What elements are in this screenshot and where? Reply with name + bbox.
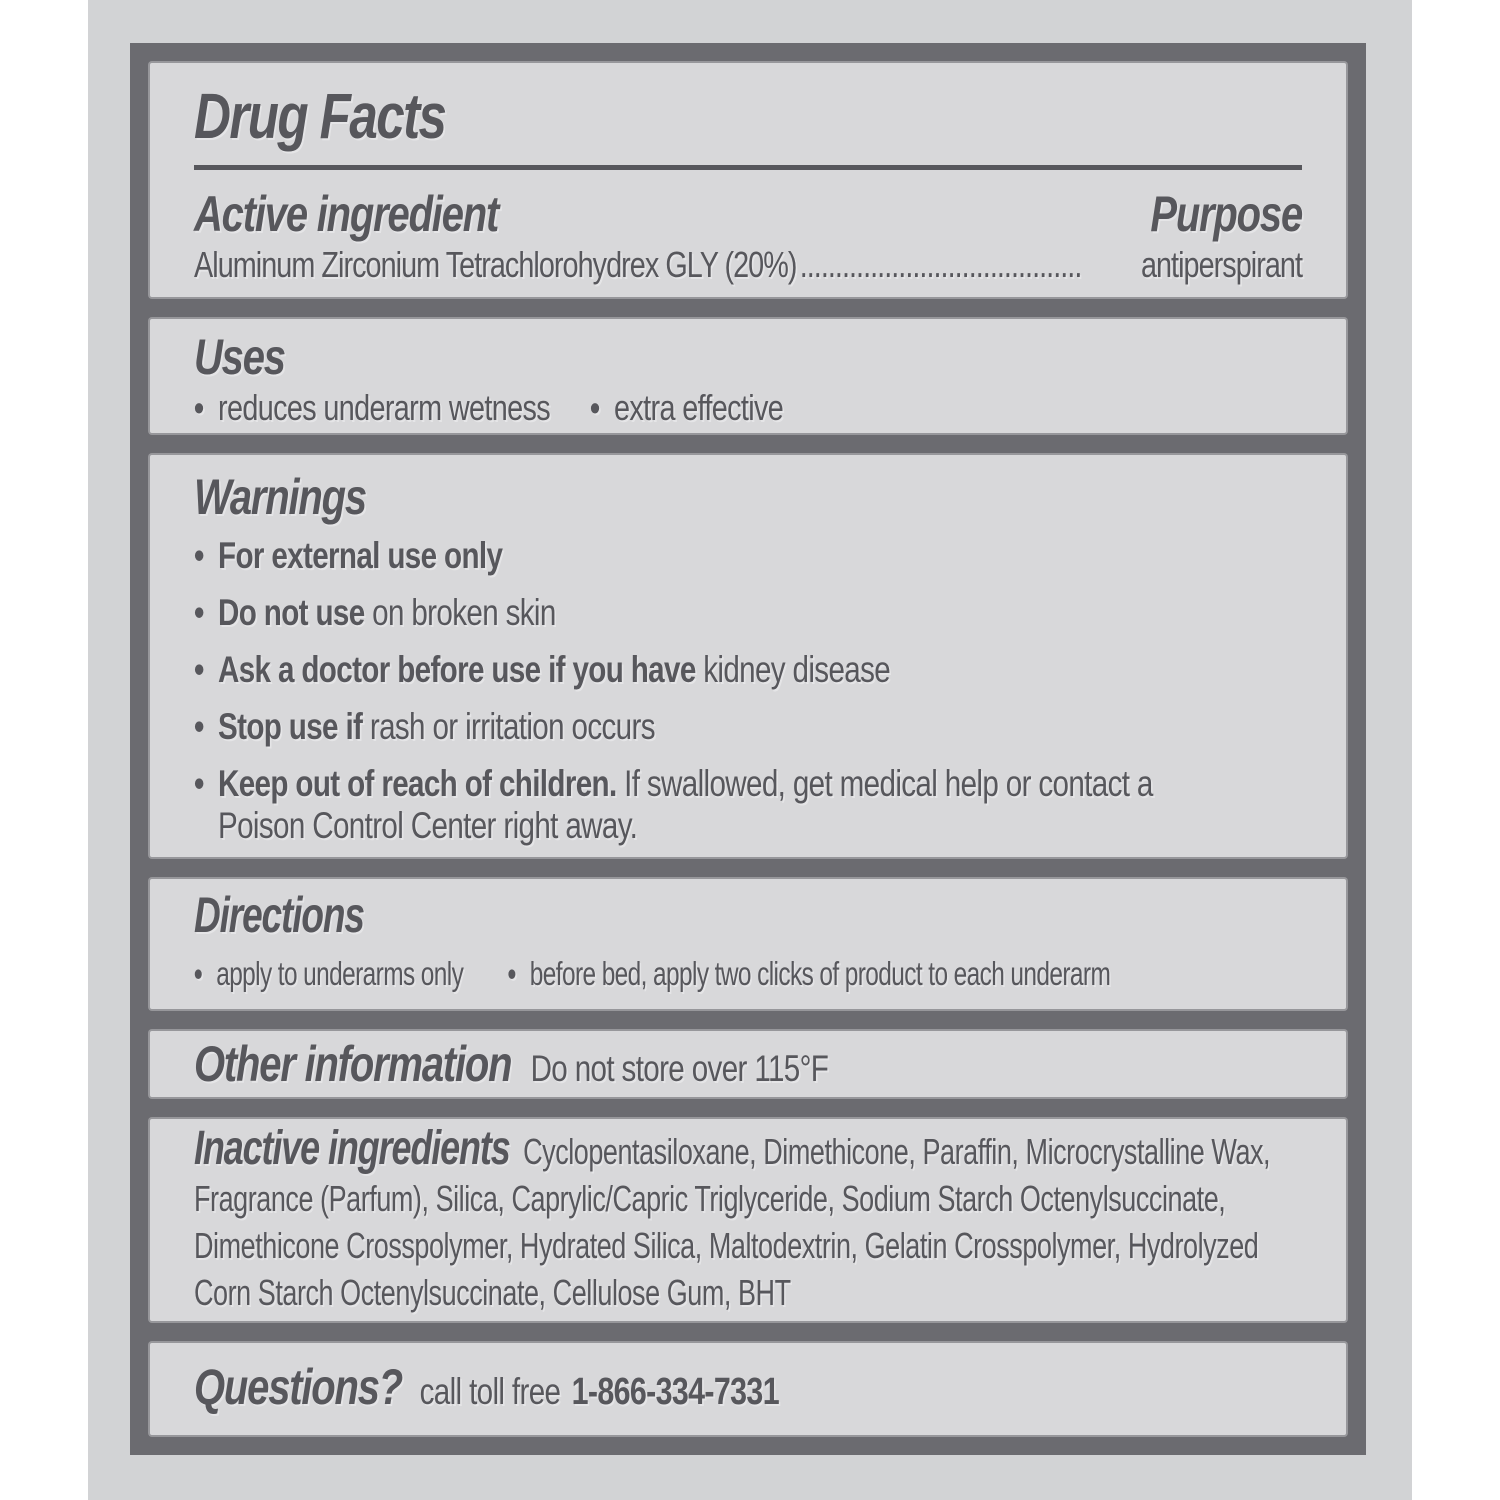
- warning-regular-text: rash or irritation occurs: [362, 706, 655, 747]
- section-questions: [150, 1343, 1346, 1435]
- section-uses: [150, 319, 1346, 433]
- warning-item-text: [218, 706, 1302, 748]
- warnings-heading: Warnings: [194, 469, 366, 525]
- inactive-ingredients-text: Cyclopentasiloxane, Dimethicone, Paraffin, Microcrystalline Wax, Fragrance (Parfum), Silica, Caprylic/Capric Triglyceride, Sodium Starch Octenylsuccinate, Dimethicone Crosspolymer, Hydrated Silica, Maltodextrin, Gelatin Crosspolymer, Hydrolyzed Corn Starch Octenylsuccinate, Cellulose Gum, BHT: [194, 1131, 1271, 1313]
- bullet-icon: [194, 706, 218, 748]
- directions-heading: Directions: [194, 887, 364, 943]
- uses-bullet-row: [194, 387, 1302, 429]
- warning-bold-text: Do not use: [218, 592, 365, 633]
- warning-item: [194, 649, 1302, 691]
- purpose-value: antiperspirant: [1140, 244, 1302, 285]
- warning-item-text: [218, 535, 1302, 577]
- bullet-icon: [194, 592, 218, 634]
- bullet-icon: [194, 387, 218, 429]
- leader-dots: ........................................: [799, 244, 1082, 285]
- directions-item: [194, 953, 463, 995]
- active-purpose-header-row: [194, 186, 1302, 242]
- uses-heading: Uses: [194, 329, 285, 385]
- questions-row: [194, 1357, 1302, 1417]
- warning-item-text: [218, 592, 1302, 634]
- section-warnings: [150, 455, 1346, 857]
- directions-bullet-row: [194, 953, 1302, 995]
- bullet-icon: [194, 535, 218, 577]
- label-backdrop: [88, 0, 1412, 1500]
- other-information-row: [194, 1035, 1302, 1093]
- active-ingredient-heading: Active ingredient: [194, 186, 499, 242]
- warning-item: [194, 535, 1302, 577]
- directions-item-label: before bed, apply two clicks of product to each underarm: [529, 955, 1111, 992]
- warning-item: [194, 706, 1302, 748]
- title-divider-rule: [194, 165, 1302, 170]
- questions-heading: Questions?: [194, 1359, 403, 1415]
- bullet-icon: [194, 649, 218, 691]
- bullet-icon: [194, 953, 216, 995]
- uses-item-label: extra effective: [614, 387, 784, 428]
- drug-facts-title: Drug Facts: [194, 80, 446, 152]
- warning-bold-text: Stop use if: [218, 706, 363, 747]
- warning-item-text: [218, 763, 1302, 847]
- directions-item-label: apply to underarms only: [216, 955, 464, 992]
- warning-regular-text: kidney disease: [695, 649, 891, 690]
- inactive-ingredients-heading: Inactive ingredients: [194, 1122, 510, 1175]
- directions-item: [508, 953, 1111, 995]
- uses-item-label: reduces underarm wetness: [218, 387, 551, 428]
- section-other-information: [150, 1031, 1346, 1097]
- bullet-icon: [508, 953, 530, 995]
- uses-item: [590, 387, 783, 429]
- questions-phone-number: 1-866-334-7331: [571, 1371, 779, 1413]
- drug-facts-frame: [130, 43, 1366, 1455]
- section-directions: [150, 879, 1346, 1009]
- active-ingredient-row: [194, 242, 1302, 288]
- warnings-list: [194, 535, 1302, 847]
- warning-item-text: [218, 649, 1302, 691]
- warning-bold-text: Ask a doctor before use if you have: [218, 649, 696, 690]
- section-title-and-active-ingredient: [150, 63, 1346, 297]
- warning-item: [194, 592, 1302, 634]
- bullet-icon: [194, 763, 218, 847]
- inactive-ingredients-paragraph: [194, 1122, 1302, 1316]
- other-information-text: Do not store over 115°F: [530, 1048, 829, 1089]
- purpose-heading: Purpose: [1150, 186, 1302, 242]
- warning-item: [194, 763, 1302, 847]
- active-ingredient-name: Aluminum Zirconium Tetrachlorohydrex GLY (20%): [194, 244, 797, 285]
- section-inactive-ingredients: [150, 1119, 1346, 1321]
- uses-item: [194, 387, 550, 429]
- warning-regular-text: If swallowed, get medical help or contact a Poison Control Center right away.: [218, 763, 1153, 846]
- warning-regular-text: on broken skin: [364, 592, 556, 633]
- warning-bold-text: Keep out of reach of children.: [218, 763, 617, 804]
- questions-text: call toll free: [419, 1371, 561, 1412]
- other-information-heading: Other information: [194, 1036, 512, 1092]
- bullet-icon: [590, 387, 614, 429]
- warning-bold-text: For external use only: [218, 535, 503, 576]
